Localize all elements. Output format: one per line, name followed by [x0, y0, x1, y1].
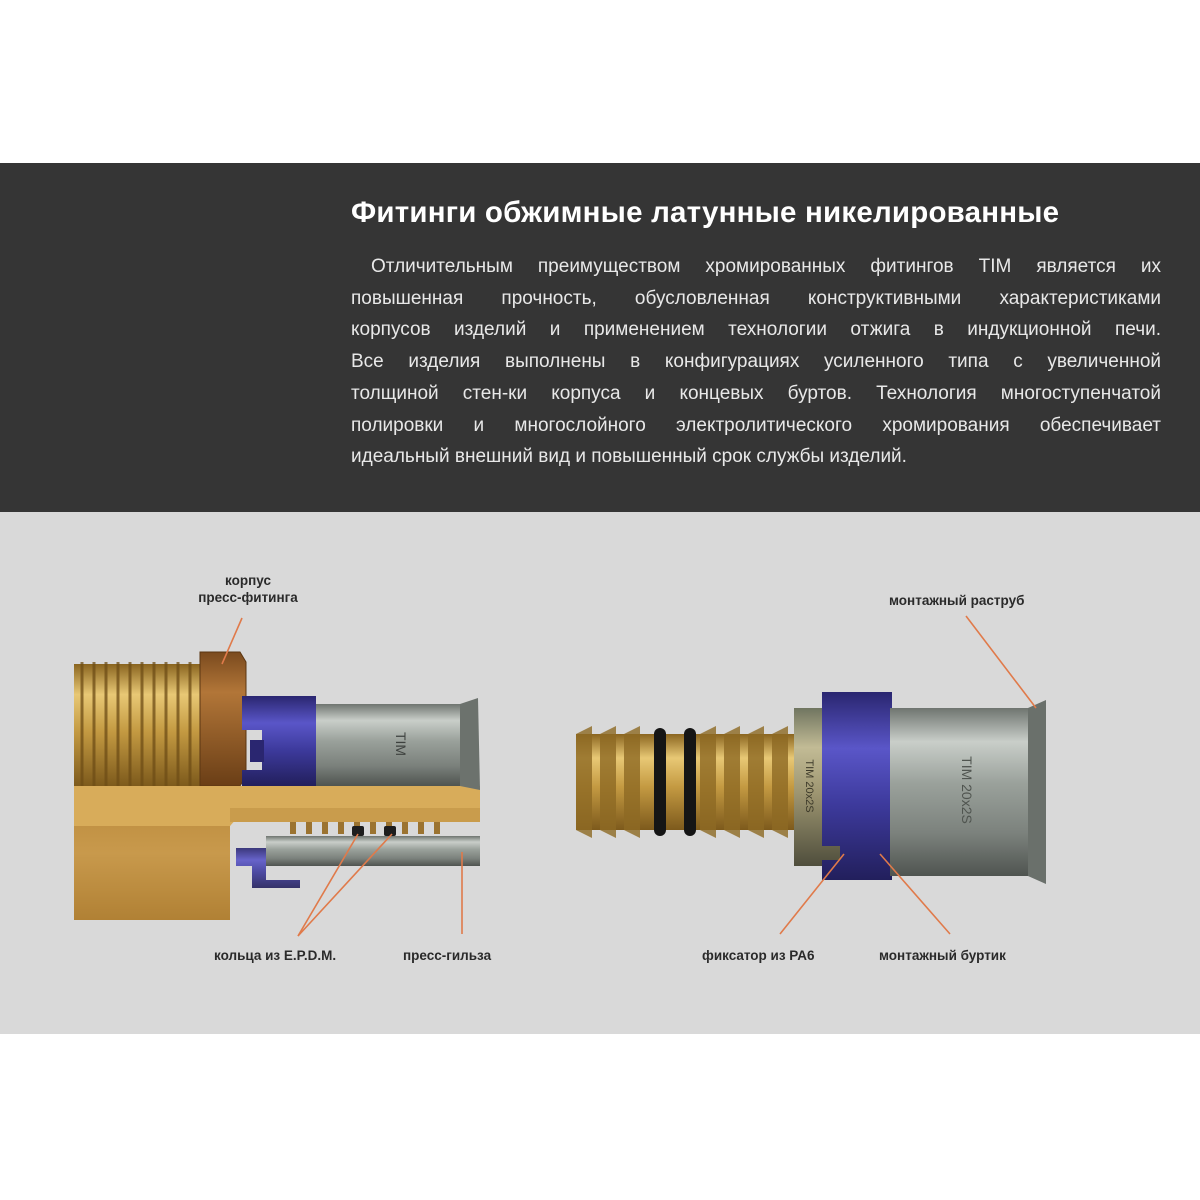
description-line: толщиной стен-ки корпуса и концевых буртов. Технология многоступенчатой: [351, 382, 1161, 404]
sleeve-flare: [460, 698, 480, 790]
o-ring: [654, 728, 666, 836]
inner-body: [230, 808, 480, 822]
press-fitting-cutaway: [74, 652, 480, 920]
press-sleeve: [890, 708, 1028, 876]
sleeve-engraving: TIM 20x2S: [959, 756, 975, 824]
o-ring: [684, 728, 696, 836]
press-sleeve: [296, 704, 460, 786]
label-body-line: корпус: [225, 573, 271, 588]
leader-socket: [966, 616, 1036, 708]
description-line: идеальный внешний вид и повышенный срок службы изделий.: [351, 446, 907, 468]
mounting-socket: [1028, 700, 1046, 884]
label-socket: монтажный раструб: [889, 593, 1025, 608]
hex-nut: [200, 652, 246, 786]
description-line: полировки и многослойного электролитического хромирования обеспечивает: [351, 414, 1161, 436]
label-sleeve: пресс-гильза: [403, 948, 492, 963]
description-line: Отличительным преимуществом хромированных фитингов TIM является их: [371, 256, 1161, 277]
press-sleeve-section: [266, 836, 480, 866]
body-engraving: TIM 20x2S: [803, 759, 815, 813]
fitting-diagram: [0, 512, 1200, 1034]
label-collar: монтажный буртик: [879, 948, 1006, 963]
label-body: [198, 572, 298, 606]
label-body-line: пресс-фитинга: [198, 590, 298, 605]
description-line: корпусов изделий и применением технологии отжига в индукционной печи.: [351, 319, 1161, 341]
epdm-ring: [384, 826, 396, 836]
inner-ridges: [290, 822, 440, 834]
page-title: Фитинги обжимные латунные никелированные: [351, 196, 1060, 229]
description-text: [351, 251, 1161, 473]
press-fitting-assembled: [576, 692, 1046, 884]
description-line: повышенная прочность, обусловленная конструктивными характеристиками: [351, 287, 1161, 309]
label-clip: фиксатор из PA6: [702, 948, 815, 963]
sleeve-engraving: TIM: [393, 731, 409, 757]
description-line: Все изделия выполнены в конфигурациях усиленного типа с увеличенной: [351, 351, 1161, 373]
label-rings: кольца из E.P.D.M.: [214, 948, 337, 963]
